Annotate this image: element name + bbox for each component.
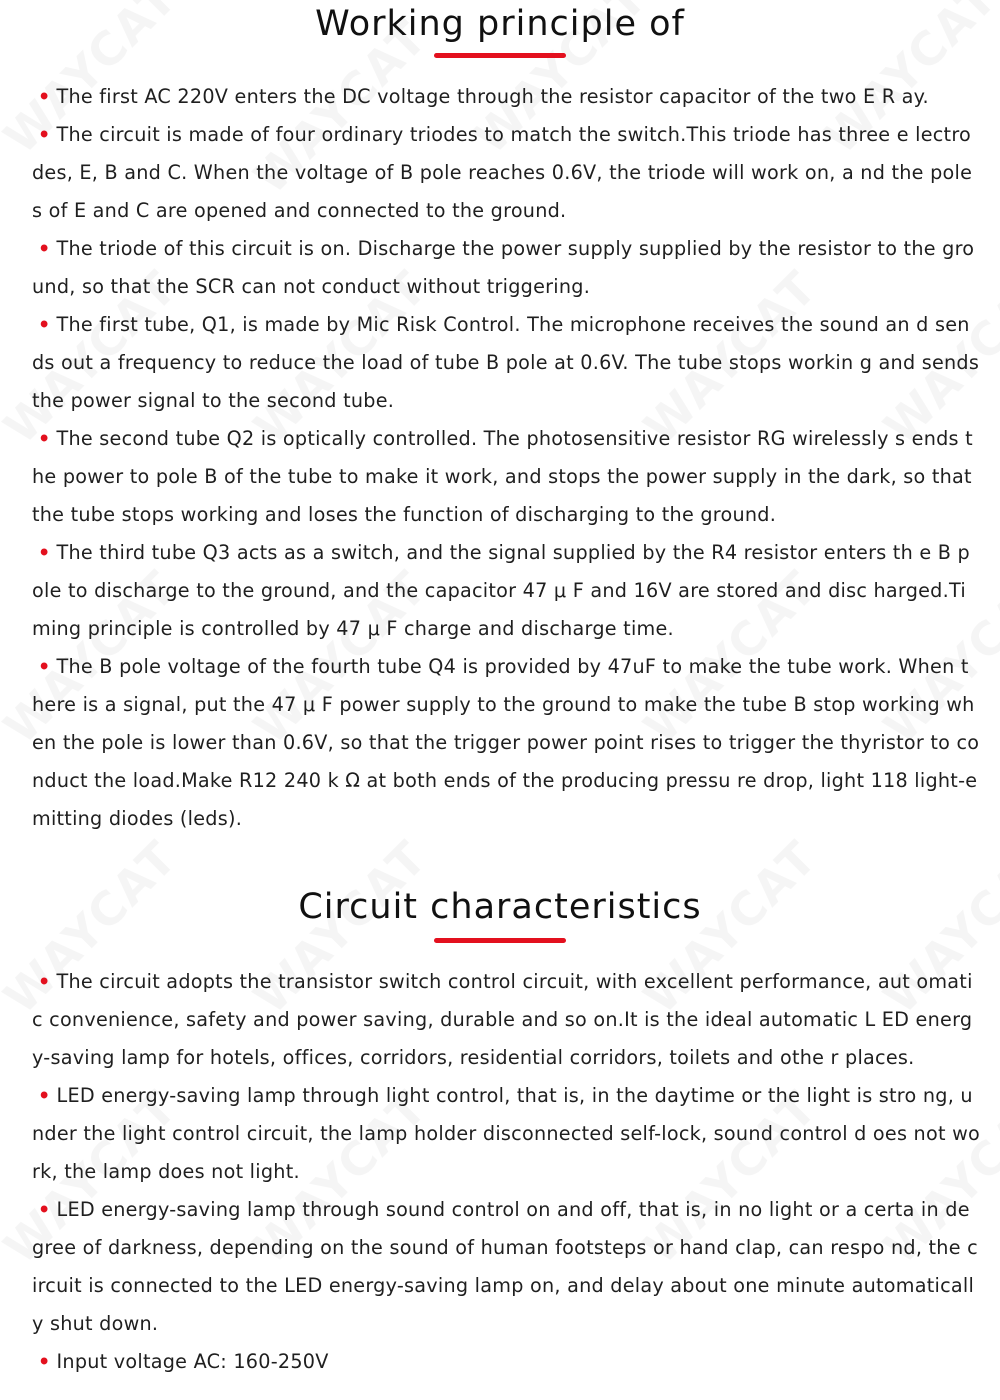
paragraph bbox=[32, 78, 980, 116]
paragraph-text: The first AC 220V enters the DC voltage through the resistor capacitor of the two E R ay. bbox=[56, 85, 929, 108]
paragraph-text: LED energy-saving lamp through light control, that is, in the daytime or the light is stro ng, under the light control circuit, the lamp holder disconnected self-lock, sound control d oes not work, the lamp does not light. bbox=[32, 1084, 980, 1183]
circuit-characteristics-section bbox=[0, 885, 1000, 1381]
paragraph bbox=[32, 230, 980, 306]
title-underline bbox=[434, 938, 566, 943]
paragraph-text: The circuit is made of four ordinary triodes to match the switch.This triode has three e lectrodes, E, B and C. When the voltage of B pole reaches 0.6V, the triode will work on, a nd the poles of E and C are opened and connected to the ground. bbox=[32, 123, 973, 222]
bullet-icon: • bbox=[38, 85, 51, 108]
bullet-icon: • bbox=[38, 970, 51, 993]
bullet-icon: • bbox=[38, 237, 51, 260]
paragraph-text: The first tube, Q1, is made by Mic Risk Control. The microphone receives the sound an d sends out a frequency to reduce the load of tube B pole at 0.6V. The tube stops workin g and sends the power signal to the second tube. bbox=[32, 313, 980, 412]
bullet-icon: • bbox=[38, 313, 51, 336]
bullet-icon: • bbox=[38, 427, 51, 450]
bullet-icon: • bbox=[38, 123, 51, 146]
bullet-icon: • bbox=[38, 1198, 51, 1221]
paragraph bbox=[32, 648, 980, 838]
paragraph bbox=[32, 116, 980, 230]
bullet-icon: • bbox=[38, 1350, 51, 1373]
paragraph-text: The B pole voltage of the fourth tube Q4 is provided by 47uF to make the tube work. When there is a signal, put the 47 μ F power supply to the ground to make the tube B stop working when the pole is lower than 0.6V, so that the trigger power point rises to trigger the thyristor to conduct the load.Make R12 240 k Ω at both ends of the producing pressu re drop, light 118 light-emitting diodes (leds). bbox=[32, 655, 980, 830]
paragraph bbox=[32, 963, 980, 1077]
paragraph-text: The second tube Q2 is optically controlled. The photosensitive resistor RG wirelessly s ends the power to pole B of the tube to make it work, and stops the power supply in the dark, so that the tube stops working and loses the function of discharging to the ground. bbox=[32, 427, 973, 526]
paragraph bbox=[32, 306, 980, 420]
section-title: Circuit characteristics bbox=[298, 887, 702, 927]
paragraph bbox=[32, 420, 980, 534]
bullet-icon: • bbox=[38, 541, 51, 564]
paragraph-list bbox=[0, 963, 1000, 1381]
bullet-icon: • bbox=[38, 1084, 51, 1107]
bullet-icon: • bbox=[38, 655, 51, 678]
paragraph bbox=[32, 1191, 980, 1343]
paragraph-text: The circuit adopts the transistor switch control circuit, with excellent performance, aut omatic convenience, safety and power saving, durable and so on.It is the ideal automatic L ED energy-saving lamp for hotels, offices, corridors, residential corridors, toilets and othe r places. bbox=[32, 970, 973, 1069]
paragraph-text: The triode of this circuit is on. Discharge the power supply supplied by the resistor to the ground, so that the SCR can not conduct without triggering. bbox=[32, 237, 975, 298]
paragraph bbox=[32, 1077, 980, 1191]
title-underline bbox=[434, 53, 566, 58]
paragraph-list bbox=[0, 78, 1000, 838]
paragraph-text: The third tube Q3 acts as a switch, and the signal supplied by the R4 resistor enters th e B pole to discharge to the ground, and the capacitor 47 μ F and 16V are stored and disc harged.Timing principle is controlled by 47 μ F charge and discharge time. bbox=[32, 541, 970, 640]
paragraph bbox=[32, 534, 980, 648]
section-title: Working principle of bbox=[315, 4, 685, 44]
paragraph-text: Input voltage AC: 160-250V bbox=[56, 1350, 329, 1373]
paragraph bbox=[32, 1343, 980, 1381]
paragraph-text: LED energy-saving lamp through sound control on and off, that is, in no light or a certa in degree of darkness, depending on the sound of human footsteps or hand clap, can respo nd, the circuit is connected to the LED energy-saving lamp on, and delay about one minute automatically shut down. bbox=[32, 1198, 978, 1335]
